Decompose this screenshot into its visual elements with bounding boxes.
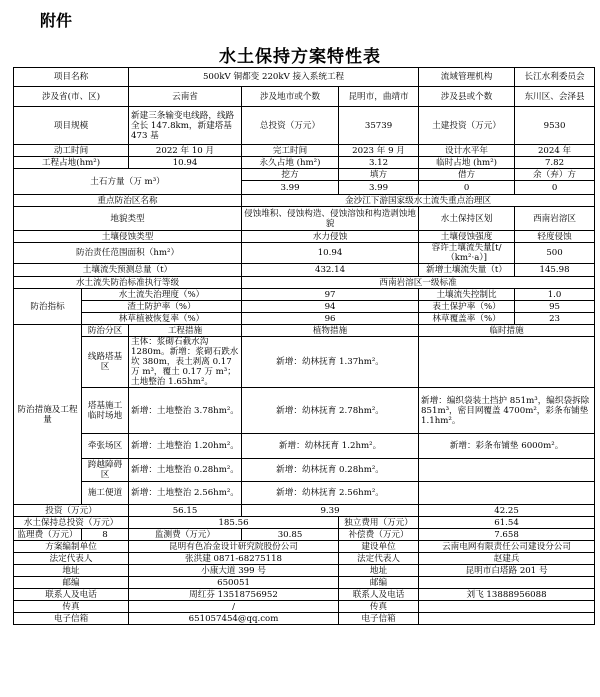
label-civil-invest: 土建投资（万元） xyxy=(419,107,515,145)
permanent-area: 3.12 xyxy=(339,157,419,169)
standard: 西南岩溶区一级标准 xyxy=(242,277,595,289)
target-label: 水土流失治理度（%） xyxy=(82,289,242,301)
basin: 长江水利委员会 xyxy=(515,68,595,87)
landform: 侵蚀堆积、侵蚀构造、侵蚀溶蚀和构造剥蚀地貌 xyxy=(242,207,419,231)
label-start: 动工时间 xyxy=(14,145,129,157)
label-total-invest: 总投资（万元） xyxy=(242,107,339,145)
earthwork-col-fill: 填方 xyxy=(339,169,419,181)
invest-plant: 9.39 xyxy=(242,505,419,517)
earthwork-col-spoil: 余（弃）方 xyxy=(515,169,595,181)
label-targets: 防治指标 xyxy=(14,289,82,325)
target-value: 1.0 xyxy=(515,289,595,301)
measure-plant: 新增：幼林抚育 1.2hm²。 xyxy=(242,434,419,459)
label-right-org: 建设单位 xyxy=(339,541,419,553)
left-fax: / xyxy=(129,601,339,613)
label-design-year: 设计水平年 xyxy=(419,145,515,157)
invest-temp: 42.25 xyxy=(419,505,595,517)
label-resp-area: 防治责任范围面积（hm²） xyxy=(14,243,242,264)
label-indep: 独立费用（万元） xyxy=(339,517,419,529)
label-monitoring: 监测费（万元） xyxy=(129,529,242,541)
erosion-type: 水力侵蚀 xyxy=(242,231,419,243)
target-label: 渣土防护率（%） xyxy=(82,301,242,313)
monitoring-cost: 30.85 xyxy=(242,529,339,541)
label-area: 工程占地(hm²) xyxy=(14,157,129,169)
right-contact: 刘飞 13888956088 xyxy=(419,589,595,601)
label-legal: 法定代表人 xyxy=(14,553,129,565)
earthwork-col-cut: 挖方 xyxy=(242,169,339,181)
soil-zone: 西南岩溶区 xyxy=(515,207,595,231)
label-cities: 涉及地市或个数 xyxy=(242,87,339,107)
right-addr: 昆明市白塔路 201 号 xyxy=(419,565,595,577)
measure-zone: 塔基施工临时场地 xyxy=(82,388,129,434)
label-left-org: 方案编制单位 xyxy=(14,541,129,553)
left-contact: 周红芬 13518756952 xyxy=(129,589,339,601)
resp-area: 10.94 xyxy=(242,243,419,264)
label-contact: 联系人及电话 xyxy=(339,589,419,601)
label-key-area: 重点防治区名称 xyxy=(14,195,242,207)
measure-zone: 施工便道 xyxy=(82,482,129,505)
measure-eng: 主体：浆砌石截水沟 1280m。新增：浆砌石跌水坎 380m，表土剥离 0.17 万 m³，覆土 0.17 万 m³；土地整治 1.65hm²。 xyxy=(129,337,242,388)
label-measures: 防治措施及工程量 xyxy=(14,325,82,505)
label-scale: 项目规模 xyxy=(14,107,129,145)
label-fax: 传真 xyxy=(339,601,419,613)
label-counties: 涉及县或个数 xyxy=(419,87,515,107)
right-org: 云南电网有限责任公司建设分公司 xyxy=(419,541,595,553)
label-zip: 邮编 xyxy=(14,577,129,589)
measure-plant: 新增：幼林抚育 2.56hm²。 xyxy=(242,482,419,505)
label-email: 电子信箱 xyxy=(339,613,419,625)
measure-temp: 新增：彩条布铺垫 6000m²。 xyxy=(419,434,595,459)
target-value: 94 xyxy=(242,301,419,313)
invest-eng: 56.15 xyxy=(129,505,242,517)
label-total-soil-invest: 水土保持总投资（万元） xyxy=(14,517,129,529)
measures-header-zone: 防治分区 xyxy=(82,325,129,337)
label-erosion-level: 土壤侵蚀强度 xyxy=(419,231,515,243)
label-zone: 水土保持区划 xyxy=(419,207,515,231)
project-area: 10.94 xyxy=(129,157,242,169)
civil-invest: 9530 xyxy=(515,107,595,145)
label-email: 电子信箱 xyxy=(14,613,129,625)
earthwork-fill: 3.99 xyxy=(339,181,419,195)
label-allowable: 容许土壤流失量[t/（km²·a）] xyxy=(419,243,515,264)
left-legal: 张洪建 0871-68275118 xyxy=(129,553,339,565)
label-addr: 地址 xyxy=(14,565,129,577)
label-contact: 联系人及电话 xyxy=(14,589,129,601)
province: 云南省 xyxy=(129,87,242,107)
project-name: 500kV 铜都变 220kV 接入系统工程 xyxy=(129,68,419,87)
label-earthwork: 土石方量（万 m³） xyxy=(14,169,242,195)
attachment-label: 附件 xyxy=(40,11,73,30)
target-label: 林草植被恢复率（%） xyxy=(82,313,242,325)
right-email xyxy=(419,613,595,625)
measure-zone: 跨越障碍区 xyxy=(82,459,129,482)
measure-plant: 新增：幼林抚育 2.78hm²。 xyxy=(242,388,419,434)
label-supervision: 监理费（万元） xyxy=(14,529,82,541)
label-invest: 投资（万元） xyxy=(14,505,129,517)
erosion-level: 轻度侵蚀 xyxy=(515,231,595,243)
label-finish: 完工时间 xyxy=(242,145,339,157)
label-standard: 水土流失防治标准执行等级 xyxy=(14,277,242,289)
measure-eng: 新增：土地整治 3.78hm²。 xyxy=(129,388,242,434)
target-label: 林草覆盖率（%） xyxy=(419,313,515,325)
measure-eng: 新增：土地整治 2.56hm²。 xyxy=(129,482,242,505)
earthwork-spoil: 0 xyxy=(515,181,595,195)
label-zip: 邮编 xyxy=(339,577,419,589)
label-project-name: 项目名称 xyxy=(14,68,129,87)
supervision-cost: 8 xyxy=(82,529,129,541)
total-invest: 35739 xyxy=(339,107,419,145)
page-title: 水土保持方案特性表 xyxy=(219,47,381,67)
target-value: 97 xyxy=(242,289,419,301)
label-fax: 传真 xyxy=(14,601,129,613)
measures-header-temp: 临时措施 xyxy=(419,325,595,337)
left-email: 651057454@qq.com xyxy=(129,613,339,625)
target-label: 表土保护率（%） xyxy=(419,301,515,313)
label-perm: 永久占地 (hm²) xyxy=(242,157,339,169)
project-scale: 新建三条输变电线路，线路全长 147.8km，新建塔基 473 基 xyxy=(129,107,242,145)
start-time: 2022 年 10 月 xyxy=(129,145,242,157)
target-value: 95 xyxy=(515,301,595,313)
label-landform: 地貌类型 xyxy=(14,207,242,231)
label-predicted: 土壤流失预测总量（t） xyxy=(14,264,242,277)
target-label: 土壤流失控制比 xyxy=(419,289,515,301)
target-value: 96 xyxy=(242,313,419,325)
measure-temp xyxy=(419,459,595,482)
key-area: 金沙江下游国家级水土流失重点治理区 xyxy=(242,195,595,207)
measure-zone: 牵张场区 xyxy=(82,434,129,459)
measure-temp xyxy=(419,482,595,505)
measure-eng: 新增：土地整治 1.20hm²。 xyxy=(129,434,242,459)
predicted-loss: 432.14 xyxy=(242,264,419,277)
measure-eng: 新增：土地整治 0.28hm²。 xyxy=(129,459,242,482)
earthwork-borrow: 0 xyxy=(419,181,515,195)
measure-temp: 新增：编织袋装土挡护 851m³，编织袋拆除 851m³，密目网覆盖 4700m²，彩条布铺垫 1.1hm²。 xyxy=(419,388,595,434)
allowable-loss: 500 xyxy=(515,243,595,264)
label-erosion-type: 土壤侵蚀类型 xyxy=(14,231,242,243)
label-compensation: 补偿费（万元） xyxy=(339,529,419,541)
right-legal: 赵建兵 xyxy=(419,553,595,565)
characteristics-table xyxy=(13,67,595,625)
compensation-cost: 7.658 xyxy=(419,529,595,541)
measure-plant: 新增：幼林抚育 0.28hm²。 xyxy=(242,459,419,482)
measure-temp xyxy=(419,337,595,388)
left-addr: 小康大道 399 号 xyxy=(129,565,339,577)
label-addr: 地址 xyxy=(339,565,419,577)
label-temp: 临时占地 (hm²) xyxy=(419,157,515,169)
measures-header-eng: 工程措施 xyxy=(129,325,242,337)
label-basin: 流域管理机构 xyxy=(419,68,515,87)
finish-time: 2023 年 9 月 xyxy=(339,145,419,157)
total-soil-invest: 185.56 xyxy=(129,517,339,529)
label-legal: 法定代表人 xyxy=(339,553,419,565)
label-new-loss: 新增土壤流失量（t） xyxy=(419,264,515,277)
measure-zone: 线路塔基区 xyxy=(82,337,129,388)
measure-plant: 新增：幼林抚育 1.37hm²。 xyxy=(242,337,419,388)
right-zip xyxy=(419,577,595,589)
counties: 东川区、会泽县 xyxy=(515,87,595,107)
earthwork-col-borrow: 借方 xyxy=(419,169,515,181)
new-loss: 145.98 xyxy=(515,264,595,277)
temporary-area: 7.82 xyxy=(515,157,595,169)
label-province: 涉及省(市、区) xyxy=(14,87,129,107)
design-year: 2024 年 xyxy=(515,145,595,157)
indep-cost: 61.54 xyxy=(419,517,595,529)
left-org: 昆明有色冶金设计研究院股份公司 xyxy=(129,541,339,553)
right-fax xyxy=(419,601,595,613)
target-value: 23 xyxy=(515,313,595,325)
cities: 昆明市，曲靖市 xyxy=(339,87,419,107)
earthwork-cut: 3.99 xyxy=(242,181,339,195)
measures-header-plant: 植物措施 xyxy=(242,325,419,337)
left-zip: 650051 xyxy=(129,577,339,589)
